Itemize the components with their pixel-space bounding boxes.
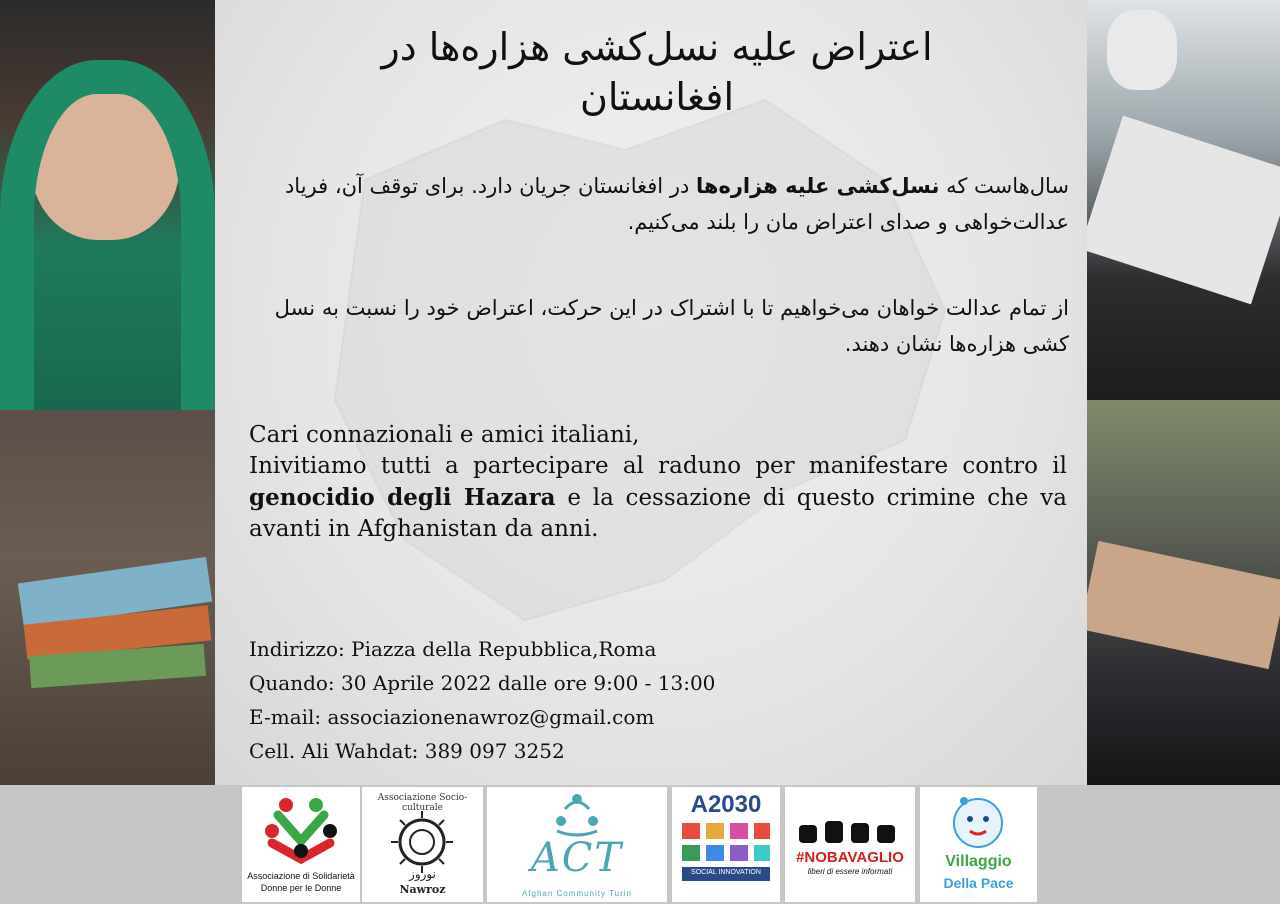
act-name: ACT	[530, 835, 624, 881]
afghanistan-map-watermark	[245, 60, 1065, 700]
main-panel	[215, 0, 1087, 785]
persian-para1-start: سال‌هاست که	[939, 174, 1069, 198]
italian-body-end: e la cessazione di questo crimine che va avanti in Afghanistan da anni.	[249, 485, 1067, 542]
italian-body-emphasis: genocidio degli Hazara	[249, 484, 556, 511]
contact-info	[249, 632, 1049, 768]
photo-injured-boy-2	[1087, 400, 1280, 785]
nawroz-arc-text: Associazione Socio-culturale	[377, 793, 468, 813]
photo-crying-girl	[0, 0, 215, 410]
logo-nawroz	[362, 787, 483, 902]
persian-title: اعتراض علیه نسل‌کشی هزاره‌ها در افغانستان	[381, 25, 933, 119]
nobavaglio-tag: #NOBAVAGLIO	[796, 849, 904, 866]
persian-paragraph-2: از تمام عدالت خواهان می‌خواهیم تا با اشتراک در این حرکت، اعتراض خود را نسبت به نسل کشی هزاره‌ها نشان دهند.	[274, 296, 1069, 356]
photo-boy-with-books	[0, 410, 215, 785]
donne-figures-icon	[242, 791, 360, 871]
italian-message	[249, 420, 1067, 545]
act-people-icon	[547, 791, 607, 839]
a2030-subtitle: SOCIAL INNOVATION	[691, 869, 761, 876]
logo-villaggio-della-pace	[920, 787, 1037, 902]
logo-act	[487, 787, 667, 902]
mascot-icon	[938, 791, 1018, 851]
nawroz-name: Nawroz	[399, 883, 446, 896]
donne-caption-2: Donne per le Donne	[260, 883, 342, 893]
italian-body	[249, 451, 1067, 545]
logo-a2030	[672, 787, 780, 902]
act-subtitle: Afghan Community Turin	[521, 889, 633, 898]
nobavaglio-subtitle: liberi di essere informati	[807, 867, 893, 876]
italian-greeting: Cari connazionali e amici italiani,	[249, 422, 640, 448]
contact-phone: Cell. Ali Wahdat: 389 097 3252	[249, 739, 565, 763]
contact-when: Quando: 30 Aprile 2022 dalle ore 9:00 - 13:00	[249, 671, 716, 695]
photo-injured-boy-1	[1087, 0, 1280, 400]
fists-icon	[795, 813, 905, 847]
contact-address: Indirizzo: Piazza della Repubblica,Roma	[249, 637, 657, 661]
patient-shirt	[1087, 116, 1280, 305]
italian-body-start: Inivitiamo tutti a partecipare al raduno per manifestare contro il	[249, 453, 1067, 479]
logo-nobavaglio	[785, 787, 915, 902]
green-headscarf	[0, 60, 215, 410]
doctor-figure	[1107, 10, 1177, 90]
persian-para1-end: در افغانستان جریان دارد. برای توقف آن، فریاد عدالت‌خواهی و صدای اعتراض مان را بلند می‌کنیم.	[284, 174, 1069, 234]
donne-caption-1: Associazione di Solidarietà	[247, 871, 355, 881]
villaggio-line2: Della Pace	[943, 875, 1014, 891]
persian-paragraph-1	[249, 168, 1069, 240]
nawroz-persian-name: نوروز	[409, 867, 436, 881]
persian-para1-emphasis: نسل‌کشی علیه هزاره‌ها	[696, 174, 940, 198]
contact-email: E-mail: associazionenawroz@gmail.com	[249, 705, 655, 729]
a2030-title: A2030	[690, 791, 762, 818]
villaggio-line1: Villaggio	[945, 853, 1012, 870]
logo-donne-per-le-donne	[242, 787, 360, 902]
patient-figure	[1087, 541, 1280, 669]
sponsor-logos-bar	[0, 785, 1280, 904]
